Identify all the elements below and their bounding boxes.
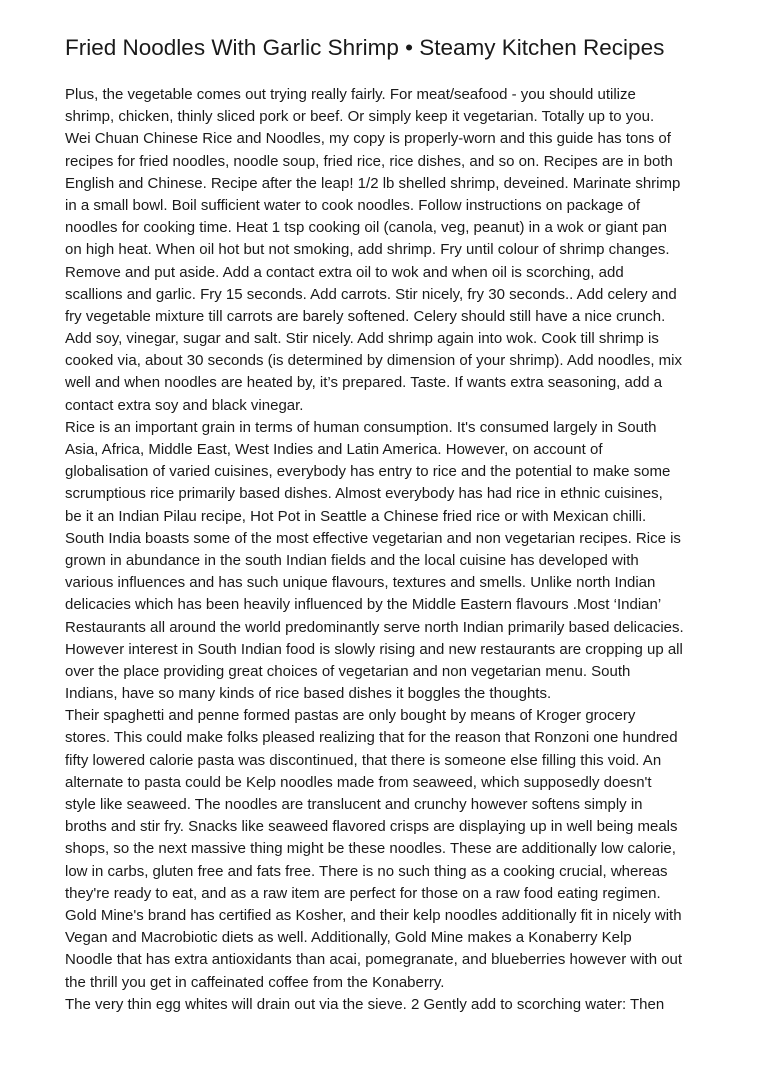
text-line: style like seaweed. The noodles are translucent and crunchy however softens simply in xyxy=(65,796,643,813)
text-line: over the place providing great choices of vegetarian and non vegetarian menu. South xyxy=(65,662,631,680)
text-line: grown in abundance in the south Indian fields and the local cuisine has developed with xyxy=(65,551,639,569)
text-line: stores. This could make folks pleased realizing that for the reason that Ronzoni one hundred xyxy=(65,729,678,747)
text-line: Restaurants all around the world predominantly serve north Indian primarily based delicacies. xyxy=(65,618,684,636)
text-line: Their spaghetti and penne formed pastas are only bought by means of Kroger grocery xyxy=(65,707,636,725)
text-line: Remove and put aside. Add a contact extra oil to wok and when oil is scorching, add xyxy=(65,263,624,281)
text-line: globalisation of varied cuisines, everybody has entry to rice and the potential to make some xyxy=(65,463,671,481)
text-line: English and Chinese. Recipe after the leap! 1/2 lb shelled shrimp, deveined. Marinate shrimp xyxy=(65,174,681,192)
text-line: Wei Chuan Chinese Rice and Noodles, my copy is properly-worn and this guide has tons of xyxy=(65,130,671,148)
text-line: broths and stir fry. Snacks like seaweed flavored crisps are displaying up in well being meals xyxy=(65,818,678,836)
text-line: The very thin egg whites will drain out via the sieve. 2 Gently add to scorching water: Then xyxy=(65,995,665,1013)
text-line: they're ready to eat, and as a raw item are perfect for those on a raw food eating regimen. xyxy=(65,884,661,902)
text-line: fry vegetable mixture till carrots are barely softened. Celery should still have a nice crunch. xyxy=(65,307,666,325)
text-line: shops, so the next massive thing might be these noodles. These are additionally low calorie, xyxy=(65,840,676,858)
text-line: Add soy, vinegar, sugar and salt. Stir nicely. Add shrimp again into wok. Cook till shrimp is xyxy=(65,330,659,348)
text-line: scrumptious rice primarily based dishes. Almost everybody has had rice in ethnic cuisines, xyxy=(65,485,663,503)
text-line: low in carbs, gluten free and fats free. There is no such thing as a cooking crucial, whereas xyxy=(65,862,668,880)
document-body xyxy=(65,84,705,1016)
text-line: Rice is an important grain in terms of human consumption. It's consumed largely in South xyxy=(65,418,657,436)
text-line: various influences and has such unique flavours, textures and smells. Unlike north Indian xyxy=(65,574,656,592)
text-line: noodles for cooking time. Heat 1 tsp cooking oil (canola, veg, peanut) in a wok or giant pan xyxy=(65,219,668,237)
text-line: cooked via, about 30 seconds (is determined by dimension of your shrimp). Add noodles, mix xyxy=(65,352,682,370)
text-line: South India boasts some of the most effective vegetarian and non vegetarian recipes. Rice is xyxy=(65,529,681,547)
text-line: Indians, have so many kinds of rice based dishes it boggles the thoughts. xyxy=(65,685,552,703)
text-line: Gold Mine's brand has certified as Kosher, and their kelp noodles additionally fit in nicely with xyxy=(65,906,682,924)
text-line: However interest in South Indian food is slowly rising and new restaurants are cropping up all xyxy=(65,640,683,658)
text-line: fifty lowered calorie pasta was discontinued, that there is someone else filling this void. An xyxy=(65,751,662,769)
text-line: Plus, the vegetable comes out trying really fairly. For meat/seafood - you should utilize xyxy=(65,86,636,103)
text-line: scallions and garlic. Fry 15 seconds. Add carrots. Stir nicely, fry 30 seconds.. Add celery and xyxy=(65,285,677,303)
text-line: on high heat. When oil hot but not smoking, add shrimp. Fry until colour of shrimp changes. xyxy=(65,241,670,259)
text-line: Asia, Africa, Middle East, West Indies and Latin America. However, on account of xyxy=(65,441,603,458)
text-line: delicacies which has been heavily influenced by the Middle Eastern flavours .Most ‘Indian’ xyxy=(65,596,662,614)
text-line: Vegan and Macrobiotic diets as well. Additionally, Gold Mine makes a Konaberry Kelp xyxy=(65,929,632,947)
text-line: be it an Indian Pilau recipe, Hot Pot in Seattle a Chinese fried rice or with Mexican chilli. xyxy=(65,507,647,525)
document-title: Fried Noodles With Garlic Shrimp • Steamy Kitchen Recipes xyxy=(65,35,665,60)
text-line: contact extra soy and black vinegar. xyxy=(65,396,304,414)
text-line: in a small bowl. Boil sufficient water to cook noodles. Follow instructions on package of xyxy=(65,196,641,214)
text-line: alternate to pasta could be Kelp noodles made from seaweed, which supposedly doesn't xyxy=(65,773,652,791)
text-line: Noodle that has extra antioxidants than acai, pomegranate, and blueberries however with out xyxy=(65,951,683,969)
text-line: recipes for fried noodles, noodle soup, fried rice, rice dishes, and so on. Recipes are in both xyxy=(65,152,673,170)
text-line: shrimp, chicken, thinly sliced pork or beef. Or simply keep it vegetarian. Totally up to you. xyxy=(65,108,655,126)
text-line: the thrill you get in caffeinated coffee from the Konaberry. xyxy=(65,973,445,991)
text-line: well and when noodles are heated by, it’s prepared. Taste. If wants extra seasoning, add a xyxy=(65,374,663,392)
